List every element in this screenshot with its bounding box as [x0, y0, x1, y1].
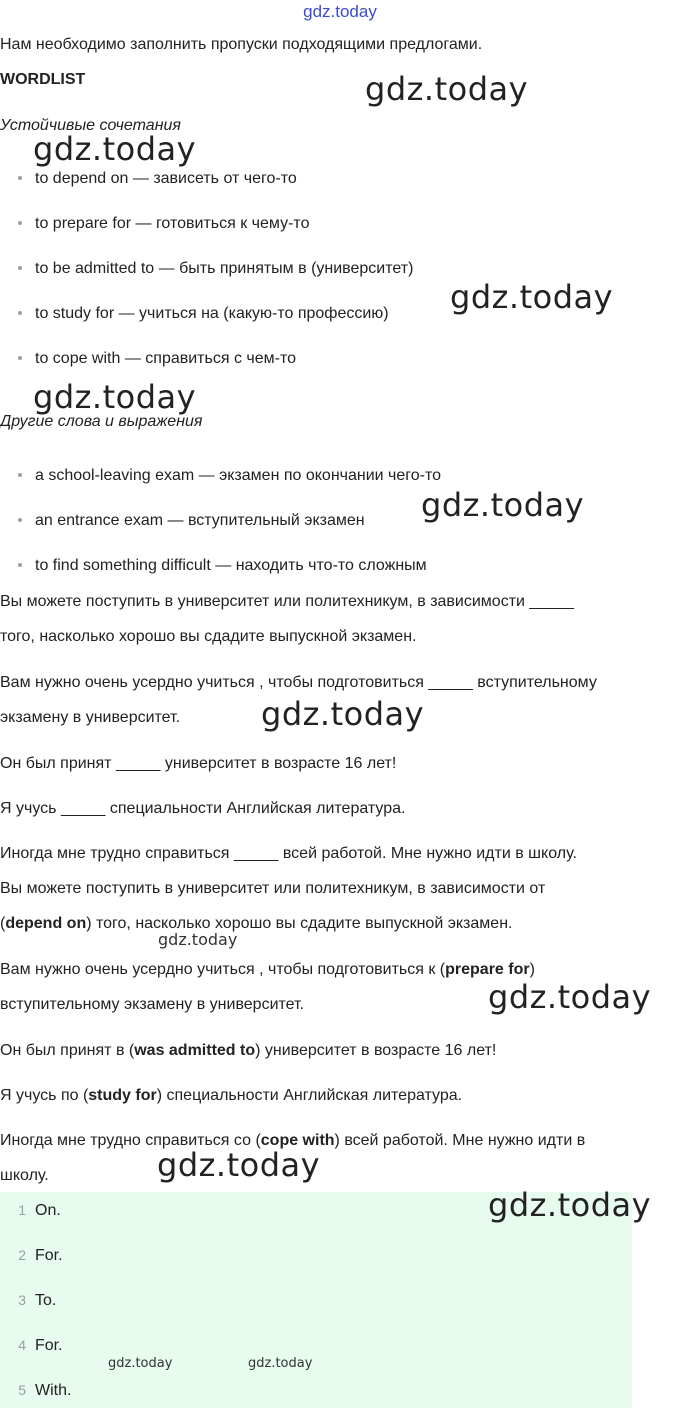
solution-sentence-2: Вам нужно очень усердно учиться , чтобы подготовиться к (prepare for): [0, 961, 535, 978]
answer-text: To.: [35, 1292, 57, 1309]
bullet-icon: [18, 356, 22, 360]
solution-sentence-2-cont: вступительному экзамену в университет.: [0, 996, 305, 1013]
list-item: a school-leaving exam — экзамен по окончании чего-то: [18, 467, 441, 485]
answer-number: 2: [18, 1247, 26, 1263]
solution-sentence-3: Он был принят в (was admitted to) университет в возрасте 16 лет!: [0, 1042, 497, 1059]
solution-sentence-1-cont: (depend on) того, насколько хорошо вы сдадите выпускной экзамен.: [0, 915, 513, 932]
list-item: to find something difficult — находить что-то сложным: [18, 557, 427, 575]
list-item: to study for — учиться на (какую-то профессию): [18, 305, 389, 323]
answer-row: [0, 1292, 632, 1310]
answer-phrase: prepare for: [445, 961, 530, 978]
task-sentence-2: Вам нужно очень усердно учиться , чтобы подготовиться _____ вступительному: [0, 674, 597, 691]
answer-text: On.: [35, 1202, 61, 1219]
answer-phrase: was admitted to: [134, 1042, 256, 1059]
answer-phrase: study for: [88, 1087, 157, 1104]
list-item: an entrance exam — вступительный экзамен: [18, 512, 365, 530]
answer-text: With.: [35, 1382, 72, 1399]
bullet-icon: [18, 266, 22, 270]
watermark: gdz.today: [248, 1356, 313, 1371]
bullet-icon: [18, 563, 22, 567]
watermark: gdz.today: [365, 70, 529, 108]
answer-number: 1: [18, 1202, 26, 1218]
task-sentence-1: Вы можете поступить в университет или политехникум, в зависимости _____: [0, 593, 574, 610]
watermark: gdz.today: [421, 486, 585, 524]
watermark: gdz.today: [33, 378, 197, 416]
watermark: gdz.today: [261, 695, 425, 733]
header-watermark: gdz.today: [303, 2, 377, 21]
bullet-icon: [18, 518, 22, 522]
section-title-set-phrases: Устойчивые сочетания: [0, 117, 181, 134]
task-sentence-5: Иногда мне трудно справиться _____ всей работой. Мне нужно идти в школу.: [0, 845, 577, 862]
solution-sentence-5: Иногда мне трудно справиться со (cope with) всей работой. Мне нужно идти в: [0, 1132, 586, 1149]
bullet-icon: [18, 221, 22, 225]
watermark: gdz.today: [488, 978, 652, 1016]
answer-text: For.: [35, 1247, 63, 1264]
task-sentence-4: Я учусь _____ специальности Английская литература.: [0, 800, 406, 817]
intro-text: Нам необходимо заполнить пропуски подходящими предлогами.: [0, 36, 483, 53]
answer-number: 4: [18, 1337, 26, 1353]
watermark: gdz.today: [108, 1356, 173, 1371]
watermark: gdz.today: [33, 130, 197, 168]
wordlist-title: WORDLIST: [0, 71, 86, 88]
answer-row: [0, 1247, 632, 1265]
answer-number: 3: [18, 1292, 26, 1308]
answer-row: [0, 1337, 632, 1355]
list-item: to prepare for — готовиться к чему-то: [18, 215, 309, 233]
task-sentence-2-cont: экзамену в университет.: [0, 709, 181, 726]
task-sentence-1-cont: того, насколько хорошо вы сдадите выпускной экзамен.: [0, 628, 417, 645]
answer-row: [0, 1382, 632, 1400]
list-item: to be admitted to — быть принятым в (университет): [18, 260, 413, 278]
bullet-icon: [18, 176, 22, 180]
watermark: gdz.today: [488, 1186, 652, 1224]
answer-phrase: cope with: [260, 1132, 335, 1149]
answer-number: 5: [18, 1382, 26, 1398]
list-item: to cope with — справиться с чем-то: [18, 350, 296, 368]
watermark: gdz.today: [450, 278, 614, 316]
section-title-other-words: Другие слова и выражения: [0, 413, 203, 430]
answer-phrase: depend on: [5, 915, 87, 932]
watermark: gdz.today: [158, 930, 238, 949]
bullet-icon: [18, 473, 22, 477]
bullet-icon: [18, 311, 22, 315]
solution-sentence-5-cont: школу.: [0, 1167, 49, 1184]
answer-text: For.: [35, 1337, 63, 1354]
watermark: gdz.today: [157, 1146, 321, 1184]
solution-sentence-1: Вы можете поступить в университет или политехникум, в зависимости от: [0, 880, 546, 897]
task-sentence-3: Он был принят _____ университет в возрасте 16 лет!: [0, 755, 397, 772]
solution-sentence-4: Я учусь по (study for) специальности Английская литература.: [0, 1087, 463, 1104]
list-item: to depend on — зависеть от чего-то: [18, 170, 297, 188]
